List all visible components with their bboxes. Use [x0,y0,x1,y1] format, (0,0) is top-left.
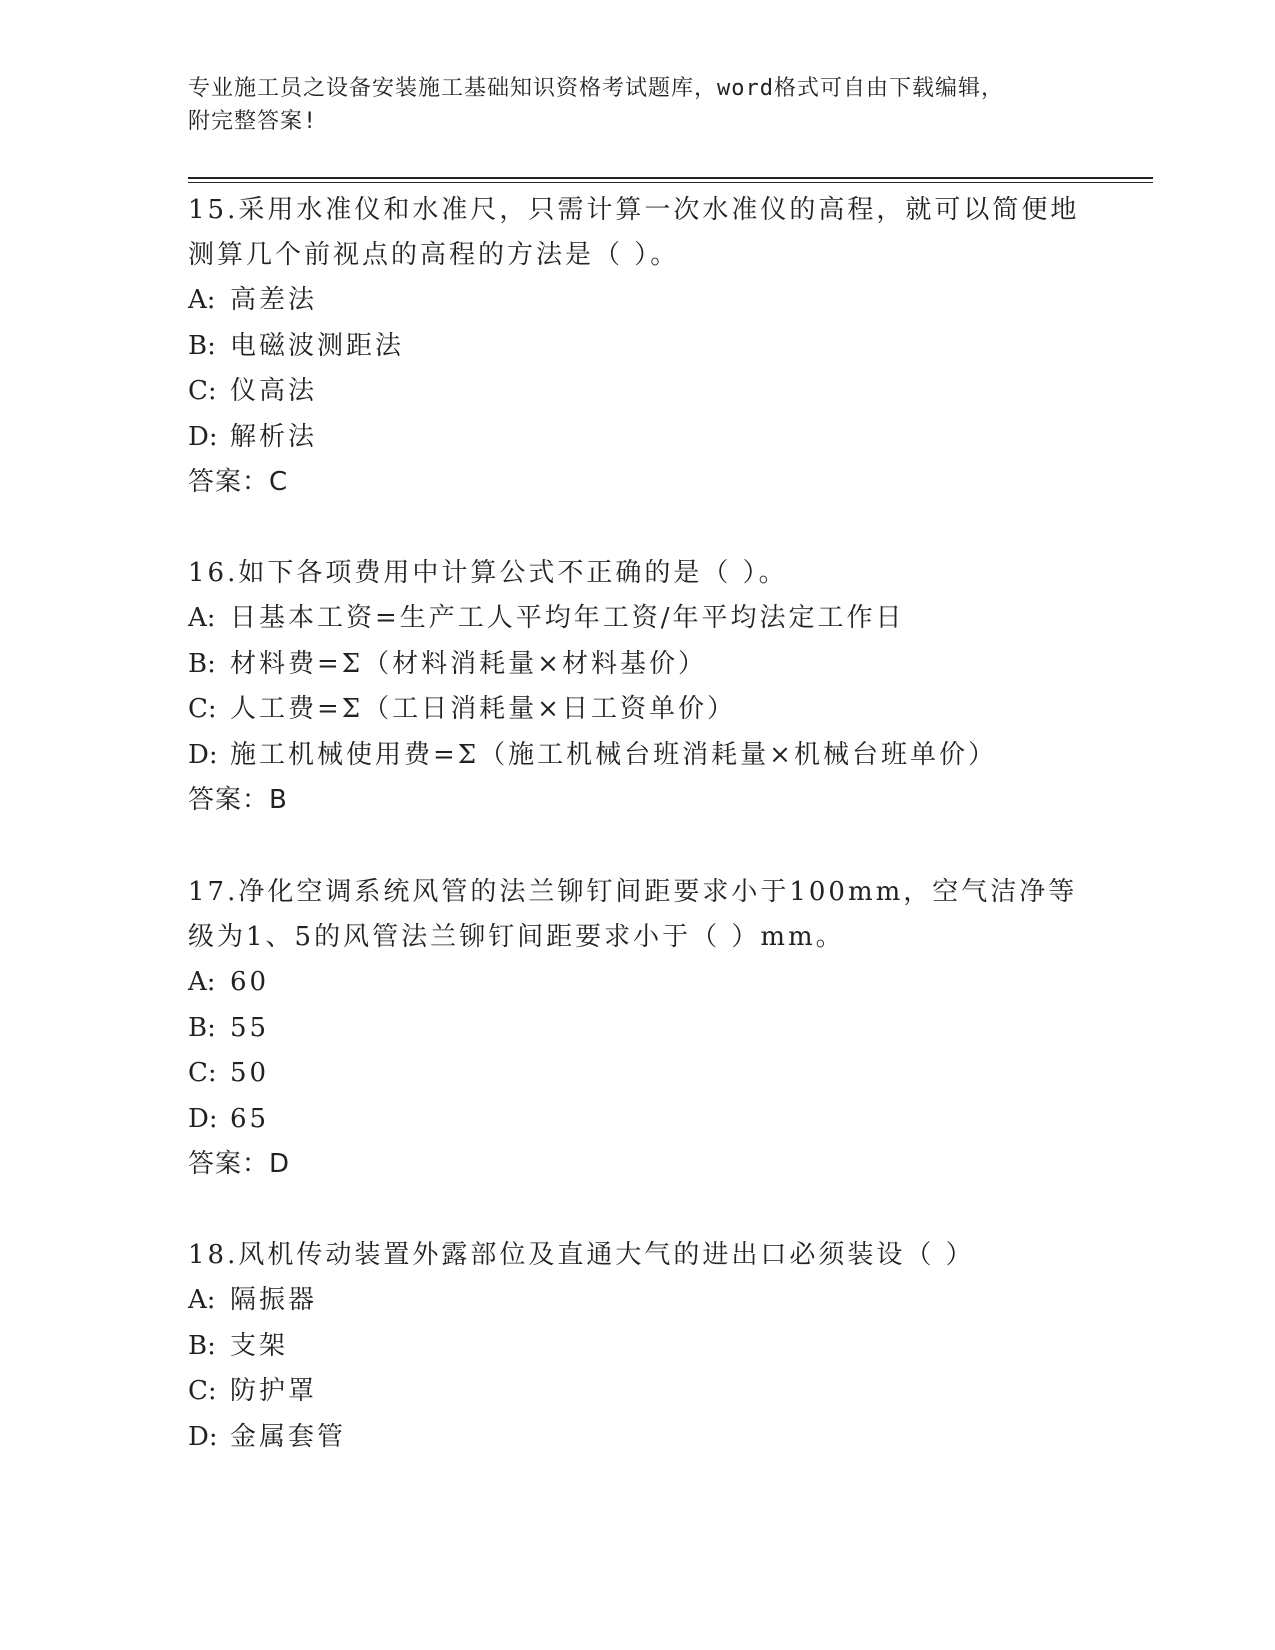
option-letter: C: [188,1058,217,1088]
option-c [188,1369,1088,1415]
question-17 [188,870,1088,1187]
option-letter: C: [188,694,217,724]
option-text: 60 [230,967,270,997]
answer-line: 答案：C [188,467,289,497]
header-divider [188,177,1153,179]
question-stem: 15.采用水准仪和水准尺，只需计算一次水准仪的高程，就可以简便地测算几个前视点的高程的方法是（ ）。 [188,195,1080,270]
answer-line: 答案：B [188,785,288,815]
option-text: 施工机械使用费=Σ（施工机械台班消耗量×机械台班单价） [230,739,997,770]
option-letter: A: [188,967,216,997]
option-b [188,1324,1088,1370]
option-letter: D: [188,1421,218,1452]
option-a [188,278,1088,324]
option-text: 仪高法 [230,376,318,406]
option-letter: B: [188,330,216,361]
option-text: 日基本工资=生产工人平均年工资/年平均法定工作日 [230,603,905,633]
question-stem: 16.如下各项费用中计算公式不正确的是（ ）。 [188,558,788,588]
option-text: 人工费=Σ（工日消耗量×日工资单价） [230,694,736,724]
option-text: 材料费=Σ（材料消耗量×材料基价） [230,648,707,679]
option-text: 50 [230,1058,270,1088]
option-text: 金属套管 [230,1421,347,1452]
question-15 [188,188,1088,505]
option-a [188,1278,1088,1324]
option-a [188,596,1088,642]
option-text: 高差法 [230,285,318,315]
document-header [188,72,1088,138]
option-letter: A: [188,603,216,633]
option-text: 55 [230,1012,270,1043]
option-c [188,687,1088,733]
question-16 [188,551,1088,823]
option-letter: D: [188,1103,218,1134]
header-line-2: 附完整答案! [188,109,318,134]
option-text: 65 [230,1103,270,1134]
option-d [188,733,1088,779]
option-letter: B: [188,1012,216,1043]
option-letter: A: [188,285,216,315]
option-d [188,415,1088,461]
option-letter: B: [188,1330,216,1361]
answer-line: 答案：D [188,1149,291,1179]
header-divider-thin [188,182,1153,183]
option-letter: D: [188,421,218,452]
option-text: 防护罩 [230,1376,318,1406]
option-d [188,1415,1088,1461]
question-stem: 18.风机传动装置外露部位及直通大气的进出口必须装设（ ） [188,1240,975,1270]
header-line-1: 专业施工员之设备安装施工基础知识资格考试题库，word格式可自由下载编辑， [188,76,1004,101]
option-letter: C: [188,1376,217,1406]
question-18 [188,1233,1088,1460]
option-letter: A: [188,1285,216,1315]
option-c [188,1051,1088,1097]
question-stem: 17.净化空调系统风管的法兰铆钉间距要求小于100mm，空气洁净等级为1、5的风管法兰铆钉间距要求小于（ ）mm。 [188,877,1078,952]
option-a [188,960,1088,1006]
option-b [188,1006,1088,1052]
option-letter: B: [188,648,216,679]
option-b [188,324,1088,370]
option-letter: D: [188,739,218,770]
option-letter: C: [188,376,217,406]
option-d [188,1097,1088,1143]
option-text: 支架 [230,1330,289,1361]
option-text: 隔振器 [230,1285,318,1315]
option-text: 解析法 [230,421,318,452]
option-c [188,369,1088,415]
option-text: 电磁波测距法 [230,330,405,361]
option-b [188,642,1088,688]
